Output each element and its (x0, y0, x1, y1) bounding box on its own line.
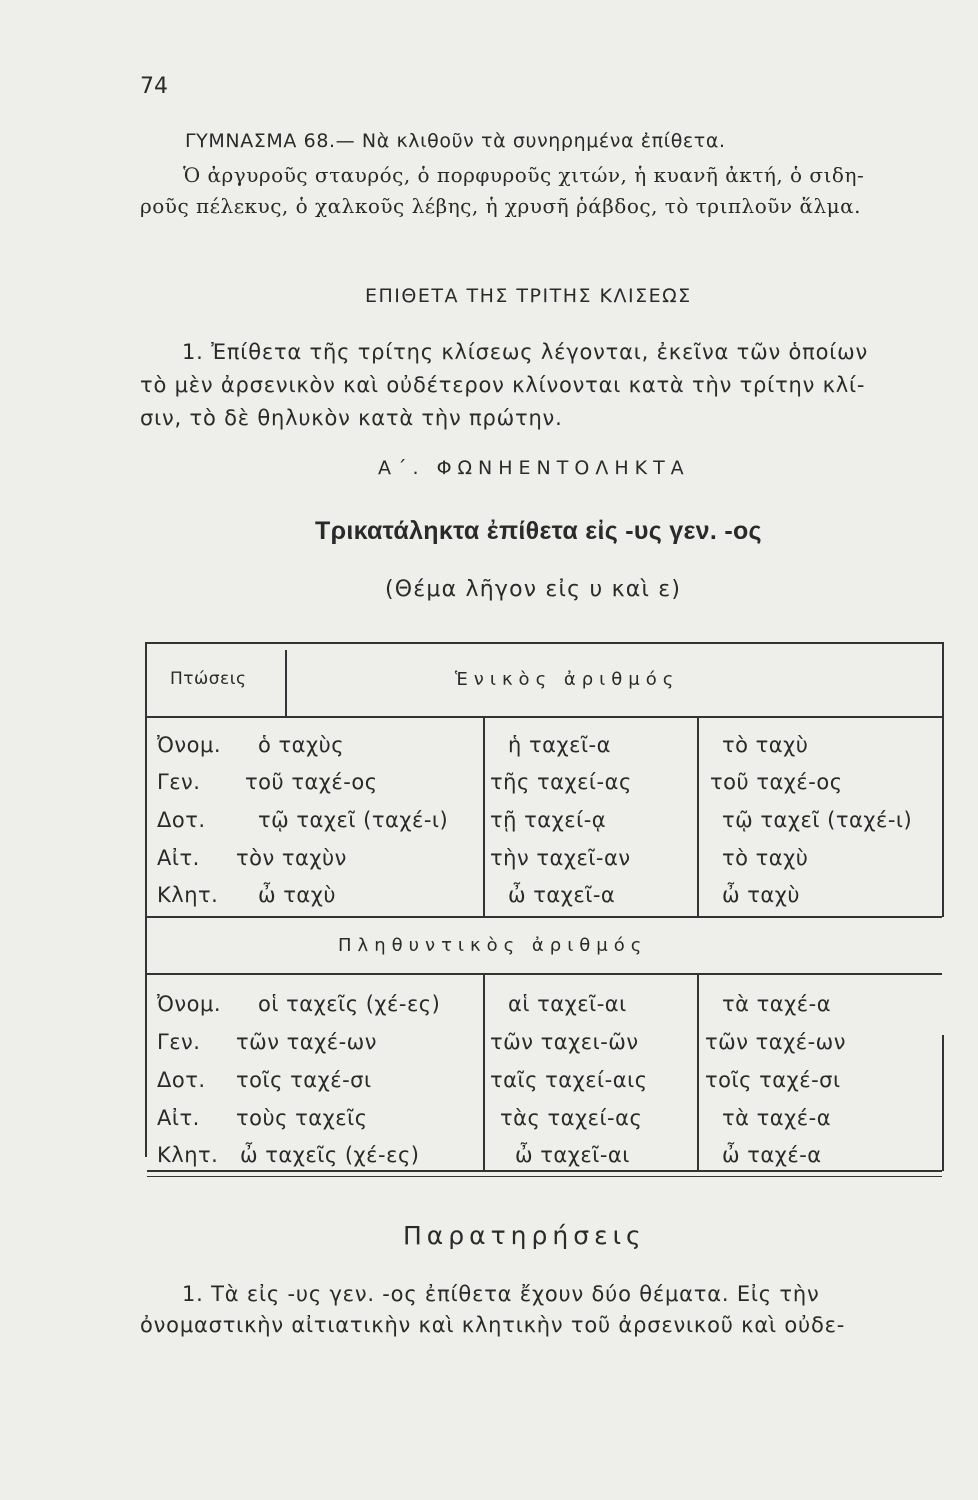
singular-bottom-rule (147, 916, 942, 918)
feminine-form: τῶν ταχει-ῶν (490, 1030, 639, 1054)
feminine-form: τῇ ταχεί-ᾳ (490, 808, 607, 832)
column-rule (483, 716, 485, 916)
case-label: Αἰτ. (157, 846, 200, 870)
neuter-form: τῶν ταχέ-ων (705, 1030, 846, 1054)
feminine-form: αἱ ταχεῖ-αι (508, 992, 627, 1016)
masculine-form: τὸν ταχὺν (236, 846, 347, 870)
bold-title: Τρικατάληκτα ἐπίθετα εἰς -υς γεν. -ος (315, 517, 762, 545)
table-left-rule (145, 642, 147, 1157)
cases-header: Πτώσεις (170, 669, 247, 689)
table-right-rule (942, 642, 944, 917)
table-bottom-rule (147, 1170, 942, 1172)
case-label: Γεν. (157, 1030, 201, 1054)
case-label: Ὀνομ. (157, 992, 222, 1016)
masculine-form: τοὺς ταχεῖς (236, 1106, 368, 1130)
neuter-form: ὦ ταχὺ (722, 883, 801, 907)
paragraph-line: τὸ μὲν ἀρσενικὸν καὶ οὐδέτερον κλίνονται κατὰ τὴν τρίτην κλί- (140, 373, 866, 397)
table-top-rule (147, 642, 942, 644)
neuter-form: τὸ ταχὺ (722, 733, 809, 757)
feminine-form: ὦ ταχεῖ-αι (515, 1143, 630, 1167)
masculine-form: τοῦ ταχέ-ος (245, 770, 378, 794)
case-label: Γεν. (157, 770, 201, 794)
masculine-form: οἱ ταχεῖς (χέ-ες) (258, 992, 441, 1016)
column-rule (483, 975, 485, 1170)
case-label: Κλητ. (157, 883, 219, 907)
masculine-form: τῷ ταχεῖ (ταχέ-ι) (258, 808, 449, 832)
table-right-rule (942, 1035, 944, 1171)
feminine-form: ἡ ταχεῖ-α (508, 733, 611, 757)
page-number: 74 (140, 74, 168, 99)
subheading: Α΄. ΦΩΝΗΕΝΤΟΛΗΚΤΑ (378, 457, 690, 479)
masculine-form: ὁ ταχὺς (258, 733, 345, 757)
neuter-form: τοῦ ταχέ-ος (710, 770, 843, 794)
notes-line: 1. Τὰ εἰς -υς γεν. -ος ἐπίθετα ἔχουν δύο θέματα. Εἰς τὴν (182, 1282, 820, 1306)
neuter-form: ὦ ταχέ-α (722, 1143, 822, 1167)
section-title: ΕΠΙΘΕΤΑ ΤΗΣ ΤΡΙΤΗΣ ΚΛΙΣΕΩΣ (365, 285, 692, 307)
masculine-form: ὦ ταχὺ (258, 883, 337, 907)
neuter-form: τὸ ταχὺ (722, 846, 809, 870)
column-rule (697, 975, 699, 1170)
neuter-form: τὰ ταχέ-α (722, 992, 832, 1016)
neuter-form: τοῖς ταχέ-σι (705, 1068, 841, 1092)
case-label: Κλητ. (157, 1143, 219, 1167)
notes-title: Παρατηρήσεις (403, 1221, 646, 1250)
paren-title: (Θέμα λῆγον εἰς υ καὶ ε) (385, 577, 682, 602)
case-label: Αἰτ. (157, 1106, 200, 1130)
case-label: Ὀνομ. (157, 733, 222, 757)
exercise-line: Ὁ ἀργυροῦς σταυρός, ὁ πορφυροῦς χιτών, ἡ κυανῆ ἀκτή, ὁ σιδη- (183, 163, 865, 187)
exercise-heading: ΓΥΜΝΑΣΜΑ 68.— Νὰ κλιθοῦν τὰ συνηρημένα ἐπίθετα. (185, 130, 726, 152)
table-bottom-rule (147, 1176, 942, 1177)
plural-header: Πληθυντικὸς ἀριθμός (338, 935, 648, 956)
feminine-form: τὴν ταχεῖ-αν (490, 846, 631, 870)
feminine-form: ὦ ταχεῖ-α (508, 883, 616, 907)
header-bottom-rule (147, 716, 942, 718)
masculine-form: τοῖς ταχέ-σι (236, 1068, 372, 1092)
case-label: Δοτ. (157, 808, 206, 832)
neuter-form: τὰ ταχέ-α (722, 1106, 832, 1130)
masculine-form: ὦ ταχεῖς (χέ-ες) (240, 1143, 420, 1167)
case-label: Δοτ. (157, 1068, 206, 1092)
masculine-form: τῶν ταχέ-ων (236, 1030, 377, 1054)
exercise-line: ροῦς πέλεκυς, ὁ χαλκοῦς λέβης, ἡ χρυσῆ ῥάβδος, τὸ τριπλοῦν ἅλμα. (140, 194, 861, 218)
paragraph-line: σιν, τὸ δὲ θηλυκὸν κατὰ τὴν πρώτην. (140, 406, 563, 430)
feminine-form: τῆς ταχεί-ας (490, 770, 632, 794)
feminine-form: ταῖς ταχεί-αις (490, 1068, 648, 1092)
header-divider (285, 650, 287, 716)
paragraph-line: 1. Ἐπίθετα τῆς τρίτης κλίσεως λέγονται, ἐκεῖνα τῶν ὁποίων (182, 340, 869, 364)
neuter-form: τῷ ταχεῖ (ταχέ-ι) (722, 808, 913, 832)
notes-line: ὀνομαστικὴν αἰτιατικὴν καὶ κλητικὴν τοῦ ἀρσενικοῦ καὶ οὐδε- (140, 1313, 846, 1337)
feminine-form: τὰς ταχεί-ας (500, 1106, 643, 1130)
plural-header-rule (147, 973, 942, 975)
singular-header: Ἑνικὸς ἀριθμός (455, 669, 680, 690)
column-rule (697, 716, 699, 916)
